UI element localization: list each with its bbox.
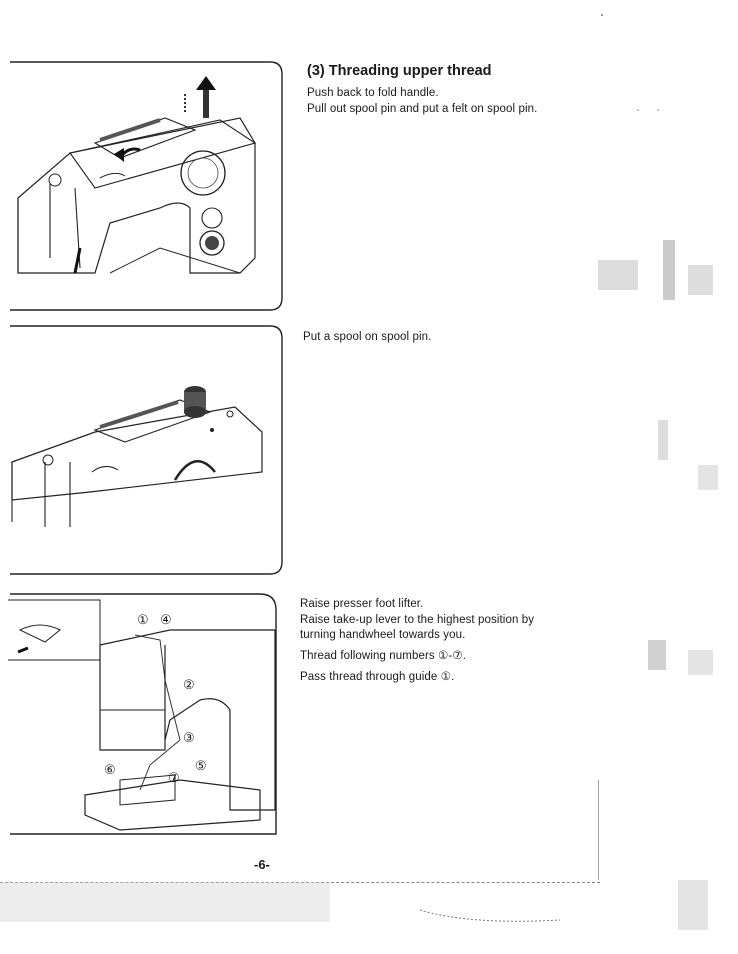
sewing-machine-threading-path-figure-icon (0, 590, 285, 845)
scan-noise-right (598, 0, 738, 954)
callout-3: ③ (183, 730, 195, 745)
figure-panel-2 (0, 322, 285, 580)
step-1-text (307, 86, 577, 121)
step-3-line-3: Thread following numbers ①-⑦. (300, 650, 467, 662)
figure-panel-3 (0, 590, 285, 845)
step-2-line-1: Put a spool on spool pin. (303, 331, 432, 343)
section-heading: (3) Threading upper thread (307, 63, 492, 79)
sewing-machine-spool-figure-icon (0, 322, 285, 580)
callout-5: ⑤ (195, 758, 207, 773)
step-2-text (303, 330, 573, 349)
figure-panel-1 (0, 58, 285, 316)
step-3-line-2: Raise take-up lever to the highest position by turning handwheel towards you. (300, 614, 535, 641)
callout-6: ⑥ (104, 762, 116, 777)
step-3-line-1: Raise presser foot lifter. (300, 598, 424, 610)
callout-1: ① (137, 612, 149, 627)
step-3-line-4: Pass thread through guide ①. (300, 671, 455, 683)
scan-noise-bottom (0, 880, 600, 950)
step-3-text (300, 597, 562, 689)
page-number: -6- (254, 857, 270, 872)
step-1-line-1: Push back to fold handle. (307, 87, 439, 99)
sewing-machine-spool-pin-figure-icon (0, 58, 285, 316)
callout-7: ⑦ (168, 770, 180, 785)
callout-2: ② (183, 677, 195, 692)
step-1-line-2: Pull out spool pin and put a felt on spool pin. (307, 103, 538, 115)
callout-4: ④ (160, 612, 172, 627)
